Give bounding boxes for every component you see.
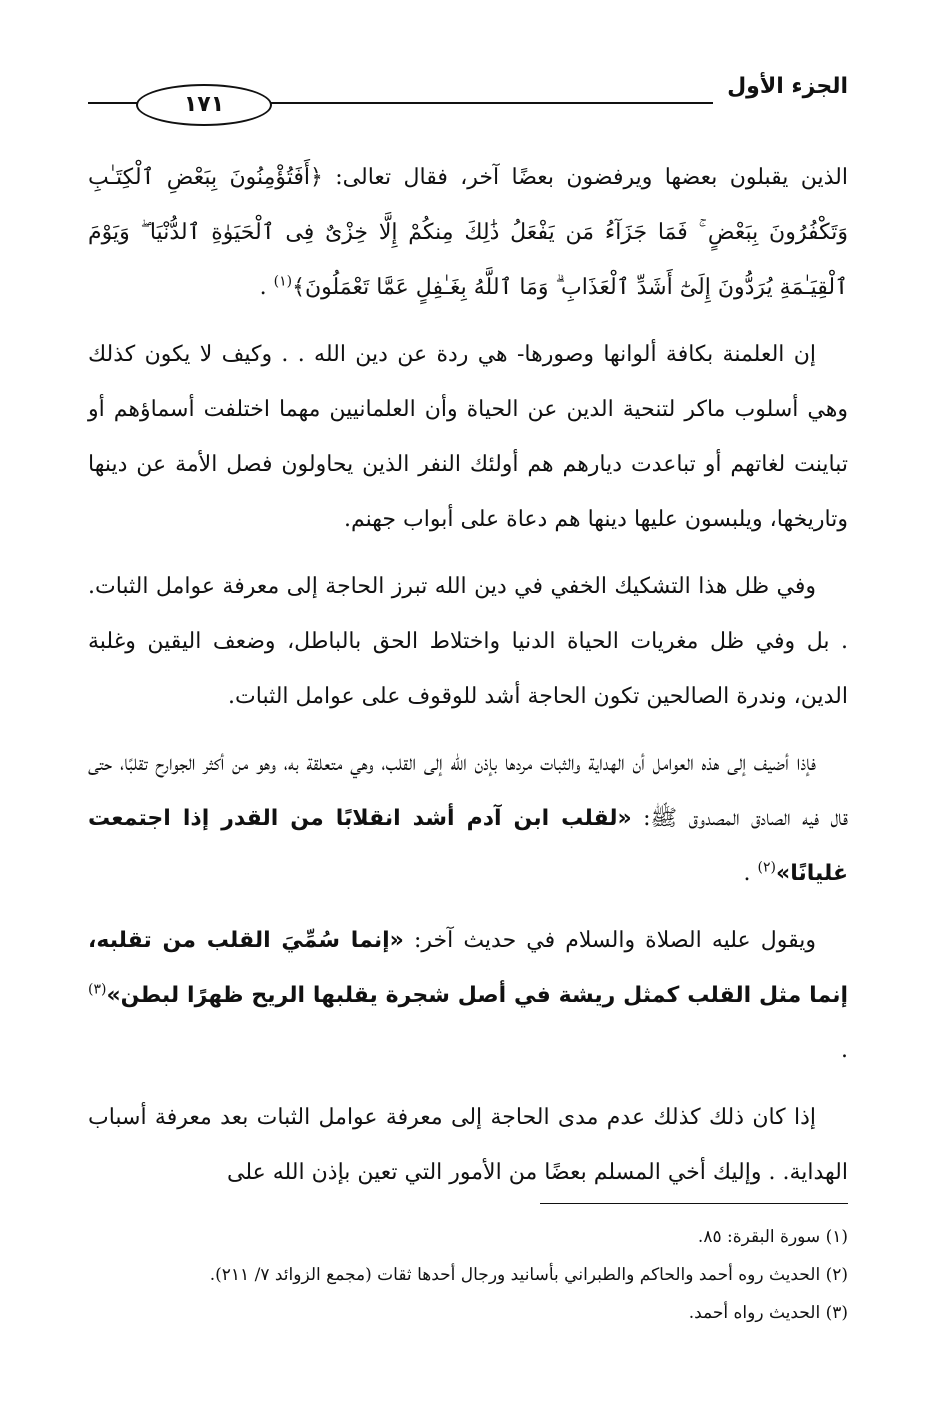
page-header	[88, 70, 848, 117]
paragraph-5	[88, 913, 848, 1078]
paragraph-text: .	[259, 275, 274, 300]
footnote-3: (٣) الحديث رواه أحمد.	[688, 1303, 848, 1323]
footnote-2: (٢) الحديث روه أحمد والحاكم والطبراني بأسانيد ورجال أحدها ثقات (مجمع الزوائد ٧/ ٢١١).	[209, 1265, 848, 1285]
footnote-1: (١) سورة البقرة: ٨٥.	[697, 1227, 848, 1247]
quran-verse: ﴿أَفَتُؤْمِنُونَ بِبَعْضِ ٱلْكِتَـٰبِ وَتَكْفُرُونَ بِبَعْضٍ ۚ فَمَا جَزَآءُ مَن يَفْعَلُ ذَٰلِكَ مِنكُمْ إِلَّا خِزْىٌ فِى ٱلْحَيَوٰةِ ٱلدُّنْيَا ۖ وَيَوْمَ ٱلْقِيَـٰمَةِ يُرَدُّونَ إِلَىٰٓ أَشَدِّ ٱلْعَذَابِ ۗ وَمَا ٱللَّهُ بِغَـٰفِلٍ عَمَّا تَعْمَلُونَ﴾	[88, 165, 848, 300]
hadith-quote: «إنما سُمِّيَ القلب من تقلبه، إنما مثل القلب كمثل ريشة في أصل شجرة يقلبها الريح ظهرًا لبطن»	[88, 928, 848, 1008]
paragraph-6: إذا كان ذلك كذلك عدم مدى الحاجة إلى معرفة عوامل الثبات بعد معرفة أسباب الهداية. . وإليك أخي المسلم بعضًا من الأمور التي تعين بإذن الله على	[88, 1105, 848, 1185]
hadith-quote: «لقلب ابن آدم أشد انقلابًا من القدر إذا اجتمعت غليانًا»	[88, 806, 848, 886]
footnote-rule	[540, 1203, 848, 1204]
paragraph-text: فإذا أضيف إلى هذه العوامل أن الهداية والثبات مردها بإذن الله إلى القلب، وهي متعلقة به، وهو من أكثر الجوارح تقلبًا، حتى قال فيه الصادق المصدوق ﷺ:	[88, 751, 848, 831]
paragraph-1	[88, 150, 848, 315]
paragraph-2: إن العلمنة بكافة ألوانها وصورها- هي ردة عن دين الله . . وكيف لا يكون كذلك وهي أسلوب ماكر لتنحية الدين عن الحياة وأن العلمانيين مهما اختلفت أسماؤهم أو تباينت لغاتهم أو تباعدت ديارهم هم أولئك النفر الذين يحاولون فصل الأمة عن دينها وتاريخها، ويلبسون عليها دينها هم دعاة على أبواب جهنم.	[88, 342, 848, 532]
paragraph-4	[88, 736, 848, 901]
footnote-ref: (٢)	[757, 859, 777, 876]
paragraph-text: .	[743, 861, 758, 886]
page-number: ١٧١	[136, 84, 272, 126]
paragraph-text: الذين يقبلون بعضها ويرفضون بعضًا آخر، فقال تعالى:	[322, 165, 848, 190]
footnote-ref: (١)	[273, 273, 293, 290]
paragraph-3: وفي ظل هذا التشكيك الخفي في دين الله تبرز الحاجة إلى معرفة عوامل الثبات. . بل وفي ظل مغريات الحياة الدنيا واختلاط الحق بالباطل، وضعف اليقين وغلبة الدين، وندرة الصالحين تكون الحاجة أشد للوقوف على عوامل الثبات.	[88, 574, 848, 709]
paragraph-text: .	[841, 1038, 848, 1063]
main-text	[88, 150, 848, 1212]
running-title: الجزء الأول	[727, 74, 848, 99]
paragraph-text: ويقول عليه الصلاة والسلام في حديث آخر:	[403, 928, 817, 953]
footnotes	[88, 1218, 848, 1332]
footnote-ref: (٣)	[88, 981, 107, 998]
